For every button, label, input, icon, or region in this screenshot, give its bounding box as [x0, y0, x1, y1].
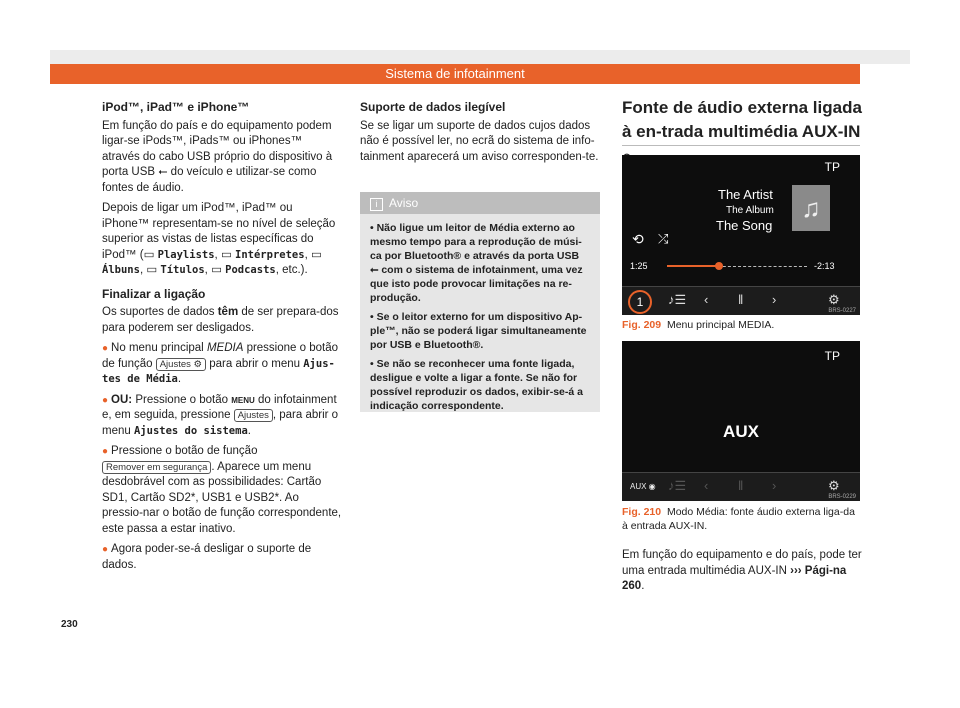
- album-art-placeholder: ♫: [792, 185, 830, 231]
- middle-column: [360, 100, 600, 170]
- next-icon: ›: [772, 478, 777, 493]
- list-podcasts: Podcasts: [225, 264, 276, 276]
- list-playlists: Playlists: [157, 248, 215, 261]
- folder-icon: ▭: [220, 248, 232, 261]
- bullet-step-3: ● Pressione o botão de função Remover em segurança . Aparece um menu desdobrável com as possibilidades: Cartão SD1, Cartão SD2*, USB1 e USB2*. Ao pressio-nar o botão de função correspondente, este passa a estar inativo.: [102, 445, 342, 535]
- paragraph-prepare: Os suportes de dados têm de ser prepara-dos para poderem ser desligados.: [102, 306, 339, 334]
- section-heading-ipod: iPod™, iPad™ e iPhone™: [102, 100, 250, 114]
- section-heading-finalizar: Finalizar a ligação: [102, 286, 206, 301]
- previous-icon: ‹: [704, 478, 709, 493]
- audio-signal-icon: ◉: [646, 482, 656, 491]
- bullet-step-2: ● OU: Pressione o botão MENU do infotainment e, em seguida, pressione Ajustes , para abrir o menu Ajustes do sistema.: [102, 393, 339, 437]
- bullet-icon: •: [370, 358, 377, 370]
- settings-icon[interactable]: ⚙: [828, 478, 840, 493]
- media-main-screen: [622, 155, 860, 315]
- section-title-aux: Fonte de áudio externa ligada à en-trada multimédia AUX-IN: [622, 96, 862, 170]
- aux-source-label: AUX: [723, 422, 759, 441]
- bullet-step-1: ● No menu principal MEDIA pressione o botão de função Ajustes ⚙ para abrir o menu Ajus-tes de Média.: [102, 342, 338, 385]
- time-remaining: -2:13: [814, 261, 835, 271]
- section-heading-ilegivel: Suporte de dados ilegível: [360, 100, 506, 114]
- track-artist: The Artist: [718, 187, 773, 202]
- warning-bullet-2: • Se o leitor externo for um dispositivo Ap-ple™, não se poderá ligar simultaneamente por USB e Bluetooth®.: [370, 311, 587, 351]
- list-interpretes: Intérpretes: [235, 248, 305, 261]
- figure-ref: BRS-0227: [828, 308, 856, 314]
- aux-screen: [622, 341, 860, 501]
- warning-body: [360, 214, 600, 413]
- bullet-icon: ●: [102, 394, 109, 406]
- list-albuns: Álbuns: [102, 264, 140, 276]
- warning-bullet-3: • Se não se reconhecer uma fonte ligada, desligue e volte a ligar a fonte. Se não for possível reproduzir os dados, exibir-se-á a indicação correspondente.: [370, 358, 583, 412]
- playlist-icon: ♪☰: [668, 478, 687, 493]
- warning-box: [360, 192, 600, 412]
- title-divider: [622, 145, 860, 146]
- bullet-icon: ●: [102, 446, 109, 457]
- bullet-icon: •: [370, 222, 377, 234]
- menu-button-icon: MENU: [231, 395, 255, 405]
- playlist-icon[interactable]: ♪☰: [668, 292, 687, 307]
- figure-caption-209: Fig. 209 Menu principal MEDIA.: [622, 319, 775, 331]
- progress-knob[interactable]: [715, 262, 723, 270]
- next-icon[interactable]: ›: [772, 292, 777, 307]
- pause-icon: ‖: [738, 478, 744, 493]
- previous-icon[interactable]: ‹: [704, 292, 709, 307]
- progress-fill: [667, 265, 719, 267]
- remover-em-seguranca-button: Remover em segurança: [102, 461, 211, 474]
- paragraph-aux-in: Em função do equipamento e do país, pode ter uma entrada multimédia AUX-IN ››› Pági-na 260.: [622, 549, 862, 592]
- paragraph-ipod-lists: Depois de ligar um iPod™, iPad™ ou iPhone™ representam-se no nível de seleção superior as vistas de listas específicas do iPod™ (▭ Playlists, ▭ Intérpretes, ▭ Álbuns, ▭ Títulos, ▭ Podcasts, etc.).: [102, 202, 336, 276]
- track-album: The Album: [726, 205, 774, 216]
- media-control-bar: [622, 286, 860, 315]
- warning-bullet-1: • Não ligue um leitor de Média externo ao mesmo tempo para a reprodução de músi-ca por Bluetooth® e através da porta USB ⭠ com o sistema de infotainment, uma vez que isto pode provocar limitações na re-produção.: [370, 222, 583, 304]
- bullet-icon: •: [370, 311, 377, 323]
- folder-icon: ▭: [211, 264, 222, 276]
- folder-icon: ▭: [143, 248, 155, 261]
- warning-header: i Aviso: [360, 192, 600, 214]
- paragraph-ilegivel: Se se ligar um suporte de dados cujos dados não é possível ler, no ecrã do sistema de info-tainment aparecerá um aviso corresponden-te.: [360, 119, 599, 163]
- list-titulos: Títulos: [160, 264, 205, 276]
- bullet-icon: ●: [102, 544, 109, 555]
- tp-indicator: TP: [824, 349, 840, 363]
- paragraph-ipod-usb: Em função do país e do equipamento podem ligar-se iPods™, iPads™ ou iPhones™ através do cabo USB próprio do dispositivo à porta USB ⭠ do veículo e utilizar-se como fontes de áudio.: [102, 119, 333, 194]
- media-control-bar: [622, 472, 860, 501]
- figure-caption-210: Fig. 210 Modo Média: fonte áudio externa liga-da à entrada AUX-IN.: [622, 506, 855, 532]
- figure-ref: BRS-0229: [828, 494, 856, 500]
- settings-icon[interactable]: ⚙: [828, 292, 840, 307]
- ajustes-function-button: Ajustes ⚙: [156, 358, 206, 371]
- usb-icon: ⭠: [370, 264, 379, 276]
- repeat-icon: ⟲: [632, 231, 644, 247]
- folder-icon: ▭: [310, 248, 322, 261]
- settings-icon: ⚙: [193, 358, 203, 370]
- tp-indicator: TP: [824, 160, 840, 174]
- bullet-icon: ●: [102, 343, 109, 354]
- ajustes-button: Ajustes: [234, 409, 273, 422]
- pause-icon[interactable]: ‖: [738, 292, 744, 307]
- chapter-header: Sistema de infotainment: [50, 64, 860, 84]
- left-column: [102, 100, 342, 578]
- track-title: The Song: [716, 218, 773, 233]
- aux-bar-label: AUX ◉: [630, 482, 656, 491]
- shuffle-icon: ⤮: [658, 231, 669, 246]
- usb-icon: ⭠: [158, 166, 168, 178]
- bullet-step-4: ● Agora poder-se-á desligar o suporte de dados.: [102, 543, 312, 571]
- folder-icon: ▭: [146, 264, 158, 276]
- info-icon: i: [370, 198, 383, 211]
- callout-1: 1: [628, 290, 652, 314]
- page-link[interactable]: ››› Pági-na 260: [622, 564, 847, 592]
- page-number: 230: [61, 619, 78, 630]
- time-elapsed: 1:25: [630, 261, 648, 271]
